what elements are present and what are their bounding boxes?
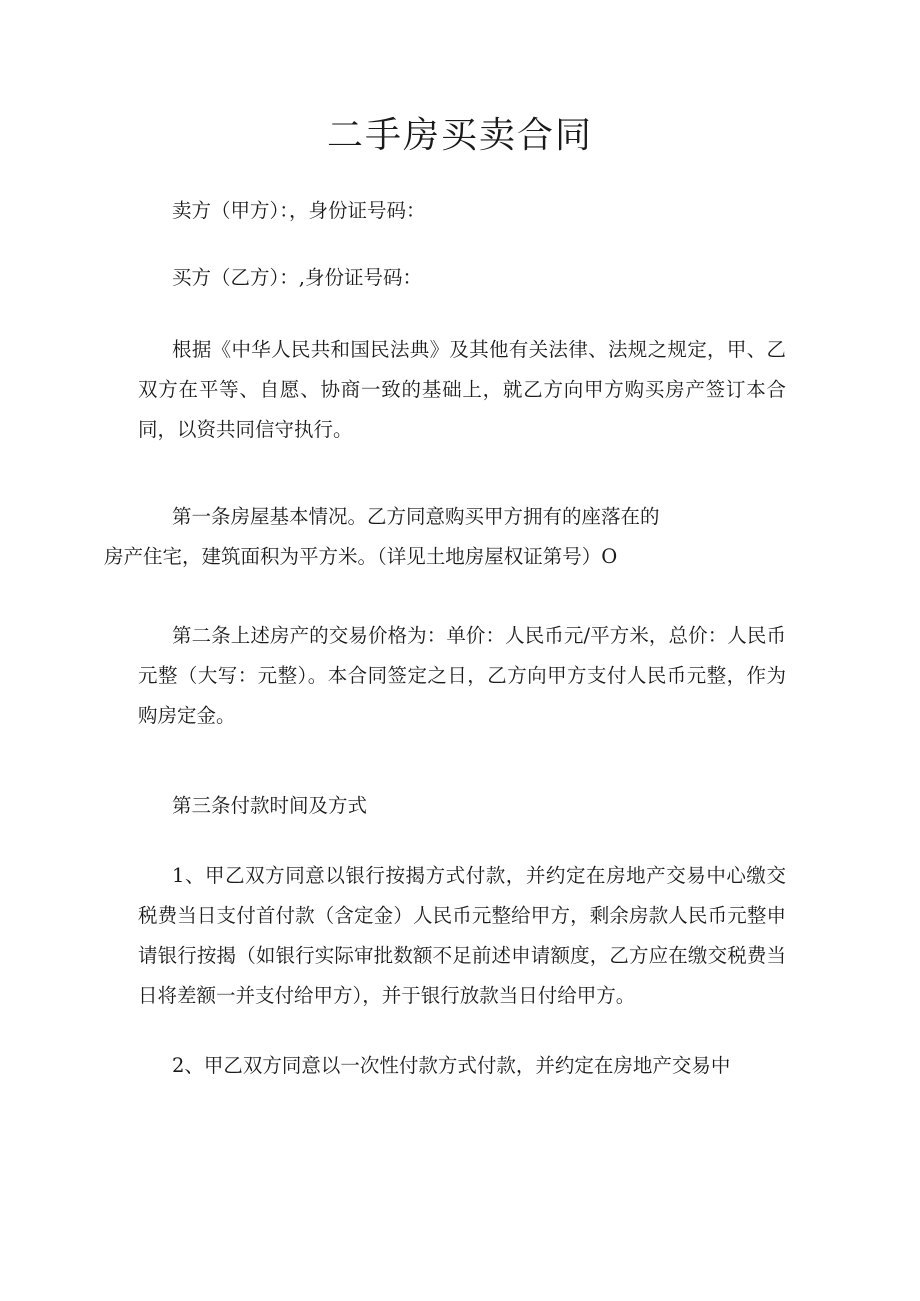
- seller-line: 卖方（甲方）：，身份证号码：: [172, 199, 426, 222]
- clause-1-paragraph: 1、甲乙双方同意以银行按揭方式付款，并约定在房地产交易中心缴交税费当日支付首付款（含定金）人民币元整给甲方，剩余房款人民币元整申请银行按揭（如银行实际审批数额不足前述申请额度，乙方应在缴交税费当日将差额一并支付给甲方），并于银行放款当日付给甲方。: [138, 864, 786, 1007]
- document-title: 二手房买卖合同: [326, 115, 593, 156]
- article-1-line-1: 第一条房屋基本情况。乙方同意购买甲方拥有的座落在的: [172, 505, 660, 528]
- article-3-heading: 第三条付款时间及方式: [172, 794, 368, 817]
- article-1-line-2: 房产住宅，建筑面积为平方米。（详见土地房屋权证第号）O: [104, 545, 618, 568]
- article-2-paragraph: 第二条上述房产的交易价格为：单价：人民币元/平方米，总价：人民币元整（大写：元整）。本合同签定之日，乙方向甲方支付人民币元整，作为购房定金。: [138, 624, 786, 727]
- buyer-line: 买方（乙方）：,身份证号码：: [172, 266, 422, 289]
- clause-2-paragraph: 2、甲乙双方同意以一次性付款方式付款，并约定在房地产交易中: [172, 1054, 731, 1077]
- article-1-paragraph: [104, 497, 786, 577]
- preamble-paragraph: 根据《中华人民共和国民法典》及其他有关法律、法规之规定，甲、乙双方在平等、自愿、协商一致的基础上，就乙方向甲方购买房产签订本合同，以资共同信守执行。: [138, 338, 786, 441]
